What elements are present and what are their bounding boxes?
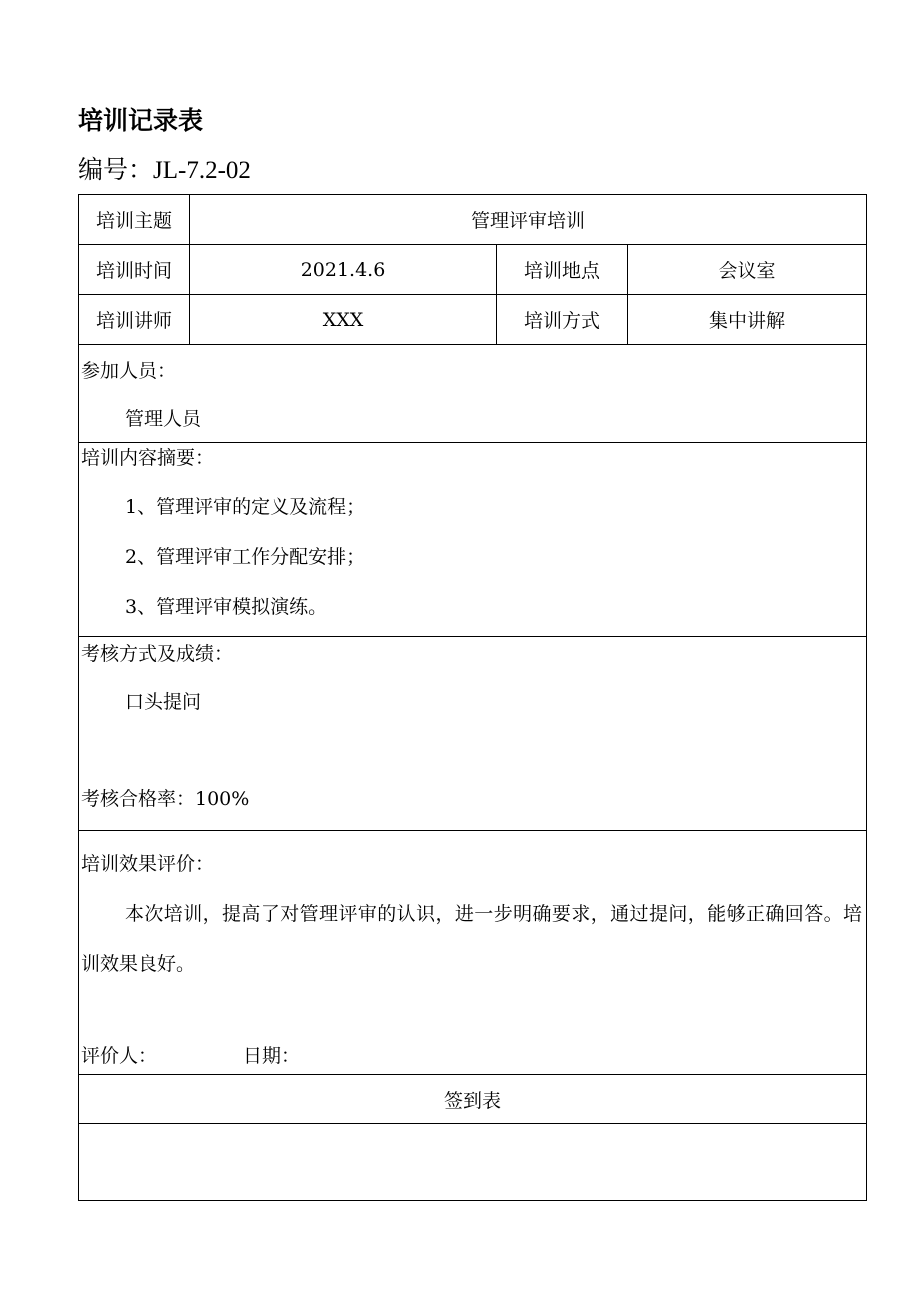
participants-label: 参加人员： — [81, 360, 177, 382]
row-evaluation — [79, 831, 867, 1075]
evaluation-label: 培训效果评价： — [81, 853, 215, 875]
assessment-cell — [79, 637, 867, 831]
code-label: 编号： — [78, 155, 154, 184]
assessment-label: 考核方式及成绩： — [81, 643, 234, 665]
evaluator-label: 评价人： — [81, 1045, 158, 1067]
participants-value: 管理人员 — [125, 408, 202, 430]
row-time-place — [79, 245, 867, 295]
code-value: JL-7.2-02 — [153, 157, 251, 184]
assessment-pass-rate: 考核合格率：100% — [81, 788, 250, 810]
date-label: 日期： — [243, 1045, 301, 1067]
summary-item-3: 3、管理评审模拟演练。 — [125, 596, 328, 618]
evaluation-cell — [79, 831, 867, 1075]
place-label: 培训地点 — [497, 245, 628, 295]
summary-item-2: 2、管理评审工作分配安排； — [125, 546, 366, 568]
document-title: 培训记录表 — [78, 106, 204, 135]
participants-cell — [79, 345, 867, 443]
evaluation-signature-line — [81, 1043, 300, 1069]
topic-label: 培训主题 — [79, 195, 190, 245]
summary-item-1: 1、管理评审的定义及流程； — [125, 496, 366, 518]
signin-area — [79, 1124, 867, 1201]
row-signin-header — [79, 1075, 867, 1124]
signin-title: 签到表 — [79, 1075, 867, 1124]
topic-value: 管理评审培训 — [190, 195, 867, 245]
row-lecturer-method — [79, 295, 867, 345]
lecturer-value: XXX — [190, 295, 497, 345]
row-summary — [79, 443, 867, 637]
summary-cell — [79, 443, 867, 637]
method-label: 培训方式 — [497, 295, 628, 345]
document-code — [78, 153, 251, 188]
row-participants — [79, 345, 867, 443]
time-value: 2021.4.6 — [190, 245, 497, 295]
method-value: 集中讲解 — [628, 295, 867, 345]
training-record-table — [78, 194, 867, 1201]
row-assessment — [79, 637, 867, 831]
lecturer-label: 培训讲师 — [79, 295, 190, 345]
time-label: 培训时间 — [79, 245, 190, 295]
place-value: 会议室 — [628, 245, 867, 295]
row-topic — [79, 195, 867, 245]
evaluation-text: 本次培训，提高了对管理评审的认识，进一步明确要求，通过提问，能够正确回答。培训效果良好。 — [81, 903, 863, 975]
assessment-method: 口头提问 — [125, 691, 202, 713]
row-signin-body — [79, 1124, 867, 1201]
summary-label: 培训内容摘要： — [81, 447, 215, 469]
